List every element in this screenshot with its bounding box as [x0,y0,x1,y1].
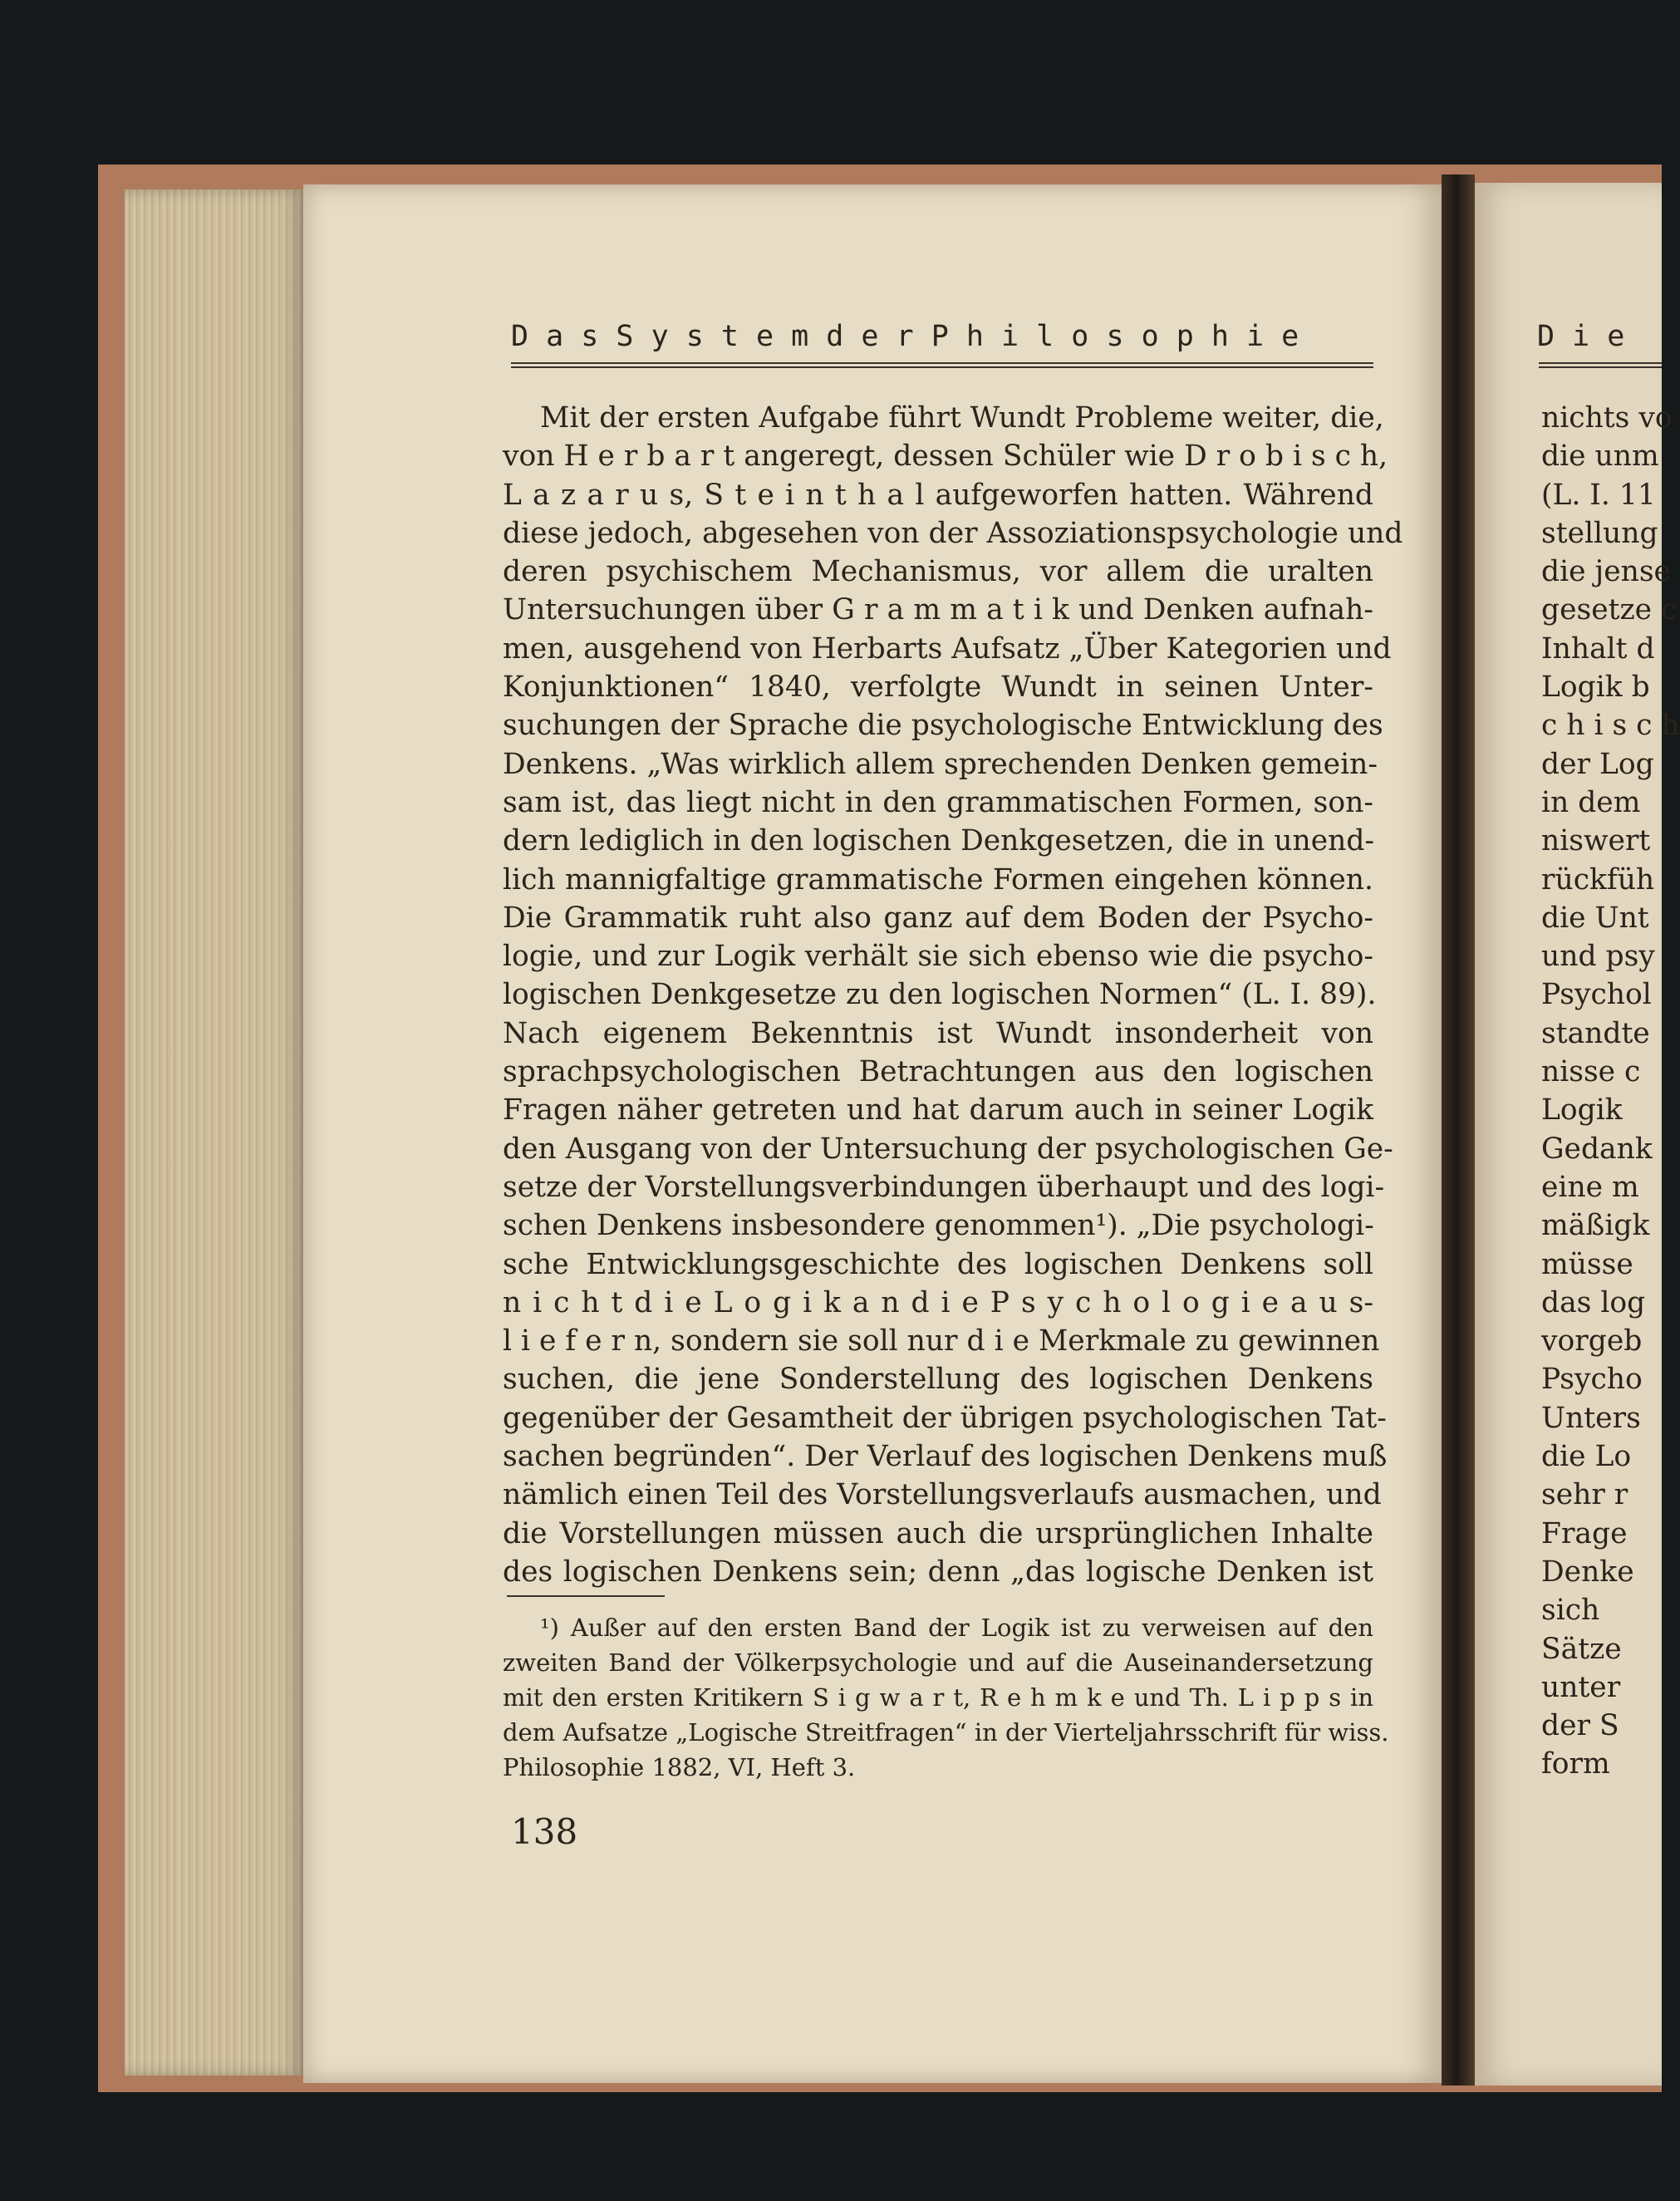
text-line: logie, und zur Logik verhält sie sich ebenso wie die psycho- [503,940,1373,974]
right-text-line: Logik [1541,1093,1623,1128]
text-line: men, ausgehend von Herbarts Aufsatz „Über Kategorien und [503,631,1392,666]
text-line: dern lediglich in den logischen Denkgesetzen, die in unend- [503,824,1375,858]
right-text-line: standte [1541,1016,1650,1050]
right-text-line: rückfüh [1541,862,1655,897]
text-line: Fragen näher getreten und hat darum auch in seiner Logik [503,1093,1373,1128]
right-text-line: eine m [1541,1170,1639,1204]
text-line: schen Denkens insbesondere genommen¹). „Die psychologi- [503,1209,1374,1243]
text-line: Denkens. „Was wirklich allem sprechenden Denken gemein- [503,747,1378,781]
footnote-rule [507,1595,665,1597]
right-running-head: D i e [1537,320,1625,353]
right-text-line: Psycho [1541,1363,1643,1397]
header-rule [511,362,1373,368]
text-line: Untersuchungen über G r a m m a t i k und Denken aufnah- [503,593,1373,627]
right-text-line: der Log [1541,747,1654,781]
right-text-line: form [1541,1747,1610,1781]
right-text-line: Logik b [1541,671,1650,705]
right-text-line: der S [1541,1709,1619,1743]
right-text-line: die jense [1541,555,1671,589]
text-line: logischen Denkgesetze zu den logischen Normen“ (L. I. 89). [503,978,1377,1012]
right-text-line: gesetze c [1541,593,1678,627]
right-text-line: müsse [1541,1247,1633,1281]
text-line: Die Grammatik ruht also ganz auf dem Boden der Psycho- [503,901,1373,935]
book-gutter [1442,174,1475,2086]
text-line: den Ausgang von der Untersuchung der psychologischen Ge- [503,1132,1393,1166]
page-number: 138 [511,1811,578,1852]
footnote-line: zweiten Band der Völkerpsychologie und auf die Auseinandersetzung [503,1648,1373,1677]
page-edges [125,189,303,2076]
text-line: suchungen der Sprache die psychologische Entwicklung des [503,709,1383,743]
footnote [503,1610,1389,1785]
text-line: sprachpsychologischen Betrachtungen aus den logischen [503,1055,1373,1089]
right-text-line: stellung [1541,516,1658,550]
right-text-line: niswert [1541,824,1651,858]
right-page-text [1541,399,1680,1784]
running-head: D a s S y s t e m d e r P h i l o s o p h i e [511,320,1299,353]
text-line: diese jedoch, abgesehen von der Assoziationspsychologie und [503,516,1403,550]
text-line: Nach eigenem Bekenntnis ist Wundt insonderheit von [503,1016,1373,1050]
text-line: setze der Vorstellungsverbindungen überhaupt und des logi- [503,1170,1385,1204]
right-text-line: Sätze [1541,1632,1622,1666]
footnote-line: mit den ersten Kritikern S i g w a r t, R e h m k e und Th. L i p p s in [503,1683,1373,1712]
footnote-line: dem Aufsatze „Logische Streitfragen“ in der Vierteljahrsschrift für wiss. [503,1718,1389,1747]
right-text-line: Denke [1541,1555,1634,1589]
right-text-line: sich [1541,1594,1600,1628]
right-text-line: mäßigk [1541,1209,1650,1243]
right-text-line: die Unt [1541,901,1649,935]
right-text-line: sehr r [1541,1478,1628,1512]
text-line: nämlich einen Teil des Vorstellungsverlaufs ausmachen, und [503,1478,1382,1512]
text-line: sche Entwicklungsgeschichte des logischen Denkens soll [503,1247,1373,1281]
right-text-line: (L. I. 11 [1541,478,1656,512]
right-text-line: Psychol [1541,978,1652,1012]
text-line: suchen, die jene Sonderstellung des logischen Denkens [503,1363,1373,1397]
right-header-rule [1539,362,1662,368]
text-line: gegenüber der Gesamtheit der übrigen psychologischen Tat- [503,1401,1387,1435]
right-text-line: nichts vo [1541,401,1673,435]
right-text-line: Unters [1541,1401,1641,1435]
text-line: n i c h t d i e L o g i k a n d i e P s y c h o l o g i e a u s- [503,1285,1373,1319]
right-text-line: nisse c [1541,1055,1641,1089]
text-line: deren psychischem Mechanismus, vor allem die uralten [503,555,1373,589]
text-line: Mit der ersten Aufgabe führt Wundt Probleme weiter, die, [540,401,1384,435]
right-text-line: Gedank [1541,1132,1653,1166]
body-text [503,399,1403,1591]
right-text-line: die unm [1541,440,1659,474]
text-line: L a z a r u s, S t e i n t h a l aufgeworfen hatten. Während [503,478,1373,512]
right-text-line: unter [1541,1670,1621,1704]
right-text-line: vorgeb [1541,1324,1643,1358]
text-line: die Vorstellungen müssen auch die ursprünglichen Inhalte [503,1516,1373,1550]
text-line: sam ist, das liegt nicht in den grammatischen Formen, son- [503,785,1373,819]
footnote-line: Philosophie 1882, VI, Heft 3. [503,1753,856,1781]
text-line: des logischen Denkens sein; denn „das logische Denken ist [503,1555,1373,1589]
right-text-line: das log [1541,1285,1646,1319]
text-line: sachen begründen“. Der Verlauf des logischen Denkens muß [503,1440,1388,1474]
text-line: von H e r b a r t angeregt, dessen Schüler wie D r o b i s c h, [503,440,1388,474]
right-text-line: die Lo [1541,1440,1632,1474]
right-text-line: Inhalt d [1541,631,1655,666]
text-line: l i e f e r n, sondern sie soll nur d i e Merkmale zu gewinnen [503,1324,1380,1358]
text-line: lich mannigfaltige grammatische Formen eingehen können. [503,862,1373,897]
footnote-line: ¹) Außer auf den ersten Band der Logik ist zu verweisen auf den [540,1614,1373,1642]
right-text-line: c h i s c h [1541,709,1680,743]
right-text-line: in dem [1541,785,1641,819]
right-text-line: Frage [1541,1516,1628,1550]
text-line: Konjunktionen“ 1840, verfolgte Wundt in seinen Unter- [503,671,1373,705]
right-text-line: und psy [1541,940,1655,974]
